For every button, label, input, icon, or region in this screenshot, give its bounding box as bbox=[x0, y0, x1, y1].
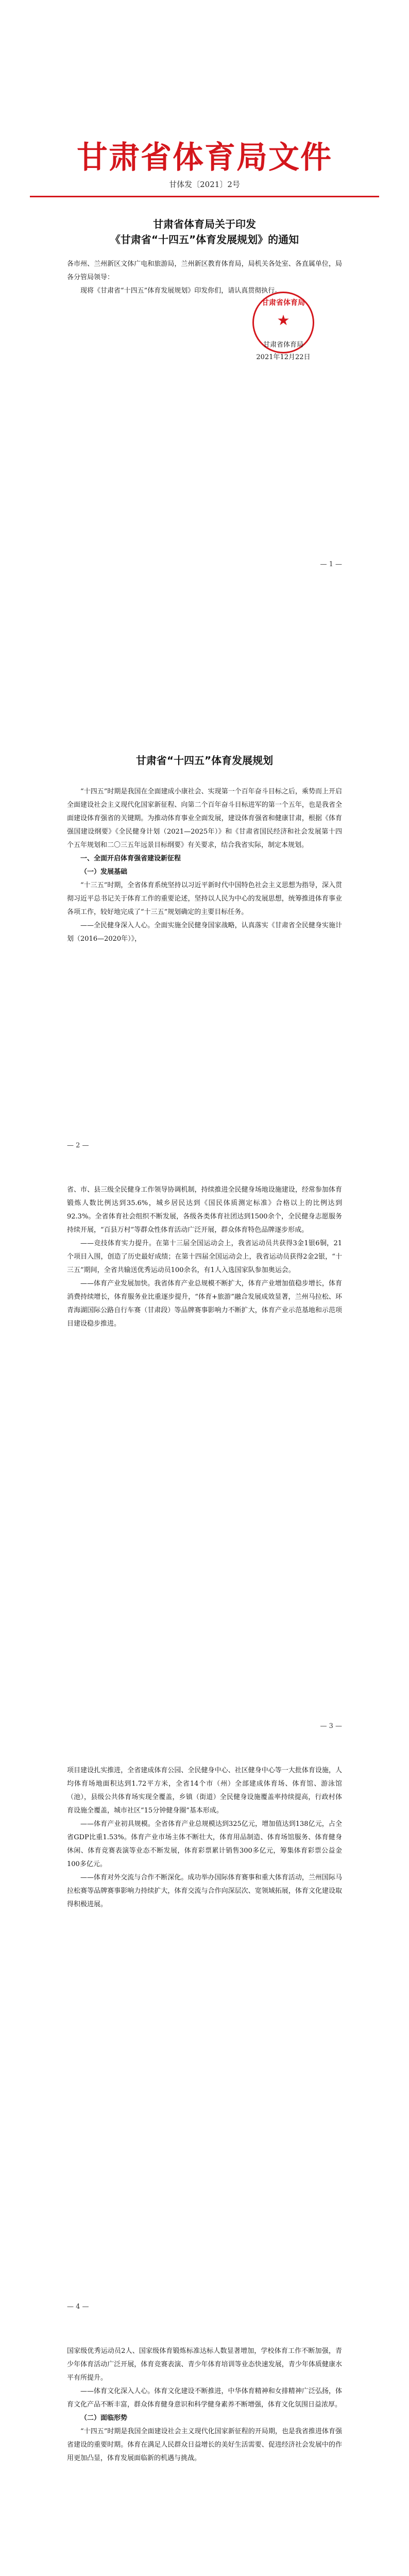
page3-paragraph-b: ——竞技体育实力提升。在第十三届全国运动会上，我省运动员共获得3金1银6铜，21个项目入围，创造了历史最好成绩；在第十四届全国运动会上，我省运动员获得2金2银，“十三五”期间，全省共输送优秀运动员100余名，有1人入选国家队参加奥运会。 bbox=[67, 1240, 342, 1274]
page-2 bbox=[0, 582, 409, 1163]
doc-number: 甘体发〔2021〕2号 bbox=[169, 180, 240, 189]
notice-recipients: 各市州、兰州新区文体广电和旅游局，兰州新区教育体育局，局机关各处室、各直属单位，局各分管局领导： bbox=[67, 260, 342, 281]
page-number-3: — 3 — bbox=[320, 1722, 342, 1730]
page-5 bbox=[0, 2324, 409, 2576]
page4-paragraph-a: 项目建设扎实推进，全省建成体育公园、全民健身中心、社区健身中心等一大批体育设施，人均体育场地面积达到1.72平方米，全省14个市（州）全部建成体育场、体育馆、游泳馆（池），县级公共体育场实现全覆盖，乡镇（街道）全民健身设施覆盖率持续提高，行政村体育设施全覆盖，城市社区“15分钟健身圈”基本形成。 bbox=[67, 1767, 342, 1815]
signer: 甘肃省体育局 bbox=[263, 341, 303, 349]
signature-block bbox=[242, 339, 325, 364]
org-title: 甘肃省体育局文件 bbox=[77, 140, 332, 176]
page-4 bbox=[0, 1743, 409, 2324]
plan-intro: “十四五”时期是我国在全面建成小康社会、实现第一个百年奋斗目标之后，乘势而上开启全面建设社会主义现代化国家新征程、向第二个百年奋斗目标进军的第一个五年，也是我省全面建设体育强省的关键期。为推动体育事业全面发展，建设体育强省和健康甘肃，根据《体育强国建设纲要》《全民健身计划（2021—2025年）》和《甘肃省国民经济和社会发展第十四个五年规划和二〇三五年远景目标纲要》有关要求，结合我省实际，制定本规划。 bbox=[67, 788, 342, 849]
page-number-4: — 4 — bbox=[67, 2303, 89, 2311]
page-number-2: — 2 — bbox=[67, 1142, 89, 1149]
paragraph-2: ——全民健身深入人心。全面实施全民健身国家战略，认真落实《甘肃省全民健身实施计划（2016—2020年）》， bbox=[67, 922, 342, 943]
page5-paragraph-c: “十四五”时期是我国全面建设社会主义现代化国家新征程的开局期，也是我省推进体育强省建设的重要时期。体育在满足人民群众日益增长的美好生活需要、促进经济社会发展中的作用更加凸显，体育发展面临新的机遇与挑战。 bbox=[67, 2428, 342, 2462]
page4-paragraph-b: ——体育产业初具规模。全省体育产业总规模达到325亿元，增加值达到138亿元，占全省GDP比重1.53%。体育产业市场主体不断壮大，体育用品制造、体育场馆服务、体育健身休闲、体育竞赛表演等业态不断发展，体育彩票累计销售300多亿元，筹集体育彩票公益金100多亿元。 bbox=[67, 1820, 342, 1868]
plan-title: 甘肃省“十四五”体育发展规划 bbox=[135, 754, 274, 767]
seal-star-icon: ★ bbox=[277, 312, 290, 329]
subsection-1-heading: （一）发展基础 bbox=[80, 868, 128, 876]
page-3 bbox=[0, 1163, 409, 1743]
red-rule bbox=[30, 196, 379, 197]
page-number-1: — 1 — bbox=[320, 561, 342, 568]
page5-paragraph-a: 国家级优秀运动员2人、国家级体育锻炼标准达标人数显著增加，学校体育工作不断加强，青少年体育活动广泛开展，体育竞赛表演、青少年体育培训等业态快速发展，青少年体质健康水平有所提升。 bbox=[67, 2347, 342, 2382]
section-1-heading: 一、全面开启体育强省建设新征程 bbox=[80, 855, 181, 862]
seal-ring-text: 甘肃省体育局 bbox=[262, 299, 305, 307]
page5-paragraph-b: ——体育文化深入人心。体育文化建设不断推进，中华体育精神和女排精神广泛弘扬，体育文化产品不断丰富，群众体育健身意识和科学健身素养不断增强，体育文化氛围日益浓厚。 bbox=[67, 2387, 342, 2409]
notice-title-line1: 甘肃省体育局关于印发 bbox=[153, 218, 256, 230]
notice-title-line2: 《甘肃省“十四五”体育发展规划》的通知 bbox=[110, 233, 299, 246]
subsection-2-heading: （二）面临形势 bbox=[80, 2414, 128, 2422]
sign-date: 2021年12月22日 bbox=[256, 353, 311, 361]
page-1 bbox=[0, 0, 409, 582]
notice-body: 现将《甘肃省“十四五”体育发展规划》印发你们，请认真贯彻执行。 bbox=[80, 287, 282, 295]
page4-paragraph-c: ——体育对外交流与合作不断深化。成功举办国际体育赛事和重大体育活动，兰州国际马拉松赛等品牌赛事影响力持续扩大，体育交流与合作向深层次、宽领域拓展，体育文化建设取得积极进展。 bbox=[67, 1874, 342, 1908]
page3-paragraph-a: 省、市、县三级全民健身工作领导协调机制，持续推进全民健身场地设施建设，经常参加体育锻炼人数比例达到35.6%，城乡居民达到《国民体质测定标准》合格以上的比例达到92.3%。全省体育社会组织不断发展，各级各类体育社团达到1500余个，全民健身志愿服务持续开展，“百县万村”等群众性体育活动广泛开展，群众体育特色品牌逐步形成。 bbox=[67, 1186, 342, 1234]
page3-paragraph-c: ——体育产业发展加快。我省体育产业总规模不断扩大，体育产业增加值稳步增长，体育消费持续增长，体育服务业比重逐步提升，“体育+旅游”融合发展成效显著，兰州马拉松、环青海湖国际公路自行车赛（甘肃段）等品牌赛事影响力不断扩大，体育产业示范基地和示范项目建设稳步推进。 bbox=[67, 1280, 342, 1328]
paragraph-1: “十三五”时期，全省体育系统坚持以习近平新时代中国特色社会主义思想为指导，深入贯彻习近平总书记关于体育工作的重要论述，坚持以人民为中心的发展思想，统筹推进体育事业各项工作，较好地完成了“十三五”规划确定的主要目标任务。 bbox=[67, 882, 342, 916]
